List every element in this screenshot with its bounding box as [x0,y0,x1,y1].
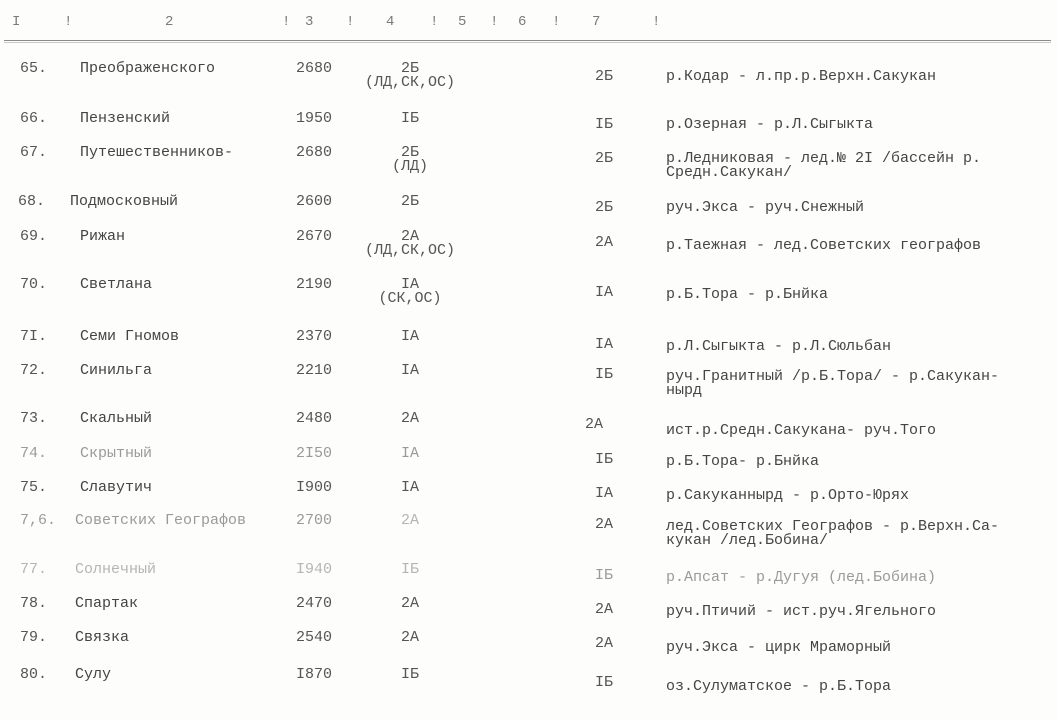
header-separator: ! [652,14,662,30]
header-rule-secondary [4,42,1051,43]
route-description: лед.Советских Географов - р.Верхн.Са- кукан /лед.Бобина/ [666,518,1000,549]
header-col-2: 2 [165,14,175,30]
route-description: руч.Гранитный /р.Б.Тора/ - р.Сакукан- нырд [666,368,1000,399]
peak-name: Сулу [75,666,112,683]
difficulty-category: IБ [400,110,419,127]
row-number: 78. [20,595,48,612]
peak-name: Скальный [80,410,153,427]
header-separator: ! [346,14,356,30]
pass-category: IА [594,485,613,502]
difficulty-category: IА [400,328,419,345]
header-col-1: I [12,14,22,30]
route-description: р.Л.Сыгыкта - р.Л.Сюльбан [666,338,892,355]
table-header [0,14,1057,38]
header-separator: ! [490,14,500,30]
peak-name: Солнечный [75,561,157,578]
header-col-4: 4 [386,14,396,30]
difficulty-category: IА [400,445,419,462]
header-separator: ! [552,14,562,30]
route-description: р.Кодар - л.пр.р.Верхн.Сакукан [666,68,937,85]
pass-category: IБ [594,116,613,133]
difficulty-category: 2Б [400,193,419,210]
row-number: 65. [20,60,48,77]
row-number: 66. [20,110,48,127]
peak-height: 2370 [296,328,333,345]
route-description: руч.Экса - руч.Снежный [666,199,865,216]
difficulty-category: 2А [400,595,419,612]
pass-category: 2А [594,234,613,251]
route-description: руч.Птичий - ист.руч.Ягельного [666,603,937,620]
route-description: р.Б.Тора - р.Бнйка [666,286,829,303]
peak-height: I900 [296,479,333,496]
difficulty-category: IА [400,362,419,379]
route-description: р.Апсат - р.Дугуя (лед.Бобина) [666,569,937,586]
peak-name: Советских Географов [75,512,247,529]
peak-height: I940 [296,561,333,578]
row-number: 75. [20,479,48,496]
row-number: 68. [18,193,46,210]
header-rule [4,40,1051,41]
difficulty-category: 2Б (ЛД) [391,144,428,175]
peak-name: Синильга [80,362,153,379]
row-number: 67. [20,144,48,161]
row-number: 79. [20,629,48,646]
peak-name: Путешественников- [80,144,234,161]
row-number: 77. [20,561,48,578]
difficulty-category: 2А [400,512,419,529]
peak-name: Скрытный [80,445,153,462]
route-description: руч.Экса - цирк Мраморный [666,639,892,656]
peak-name: Спартак [75,595,139,612]
peak-height: 2470 [296,595,333,612]
route-description: р.Ледниковая - лед.№ 2I /бассейн р. Средн.Сакукан/ [666,150,982,181]
pass-category: 2Б [594,150,613,167]
pass-category: 2Б [594,199,613,216]
peak-name: Рижан [80,228,126,245]
peak-height: I870 [296,666,333,683]
pass-category: 2А [594,601,613,618]
peak-height: 2190 [296,276,333,293]
row-number: 72. [20,362,48,379]
difficulty-category: 2Б (ЛД,СК,ОС) [364,60,455,91]
route-description: р.Б.Тора- р.Бнйка [666,453,820,470]
difficulty-category: IА [400,479,419,496]
peak-height: 2I50 [296,445,333,462]
pass-category: IБ [594,567,613,584]
peak-height: 2670 [296,228,333,245]
peak-height: 2680 [296,60,333,77]
difficulty-category: 2А (ЛД,СК,ОС) [364,228,455,259]
peak-name: Подмосковный [70,193,179,210]
row-number: 80. [20,666,48,683]
route-description: р.Озерная - р.Л.Сыгыкта [666,116,874,133]
route-description: ист.р.Средн.Сакукана- руч.Того [666,422,937,439]
difficulty-category: IБ [400,666,419,683]
route-description: р.Таежная - лед.Советских географов [666,237,982,254]
difficulty-category: IБ [400,561,419,578]
peak-height: 2600 [296,193,333,210]
row-number: 70. [20,276,48,293]
row-number: 69. [20,228,48,245]
difficulty-category: 2А [400,629,419,646]
pass-category: 2А [594,635,613,652]
header-col-6: 6 [518,14,528,30]
row-number: 74. [20,445,48,462]
peak-height: 2540 [296,629,333,646]
row-number: 7I. [20,328,48,345]
peak-height: 2480 [296,410,333,427]
peak-name: Славутич [80,479,153,496]
pass-category: IА [594,284,613,301]
peak-name: Пензенский [80,110,171,127]
peak-name: Преображенского [80,60,216,77]
peak-height: 2700 [296,512,333,529]
pass-category: IА [594,336,613,353]
row-number: 7,6. [20,512,57,529]
route-description: р.Сакуканнырд - р.Орто-Юрях [666,487,910,504]
header-col-7: 7 [592,14,602,30]
difficulty-category: 2А [400,410,419,427]
pass-category: 2Б [594,68,613,85]
header-col-5: 5 [458,14,468,30]
header-separator: ! [64,14,74,30]
peak-height: 2210 [296,362,333,379]
peak-name: Связка [75,629,130,646]
peak-height: 2680 [296,144,333,161]
header-separator: ! [282,14,292,30]
header-separator: ! [430,14,440,30]
route-description: оз.Сулуматское - р.Б.Тора [666,678,892,695]
pass-category: IБ [594,674,613,691]
difficulty-category: IА (СК,ОС) [378,276,442,307]
pass-category: 2А [584,416,603,433]
pass-category: 2А [594,516,613,533]
pass-category: IБ [594,366,613,383]
peak-name: Семи Гномов [80,328,180,345]
peak-height: 1950 [296,110,333,127]
header-col-3: 3 [305,14,315,30]
peak-name: Светлана [80,276,153,293]
row-number: 73. [20,410,48,427]
pass-category: IБ [594,451,613,468]
